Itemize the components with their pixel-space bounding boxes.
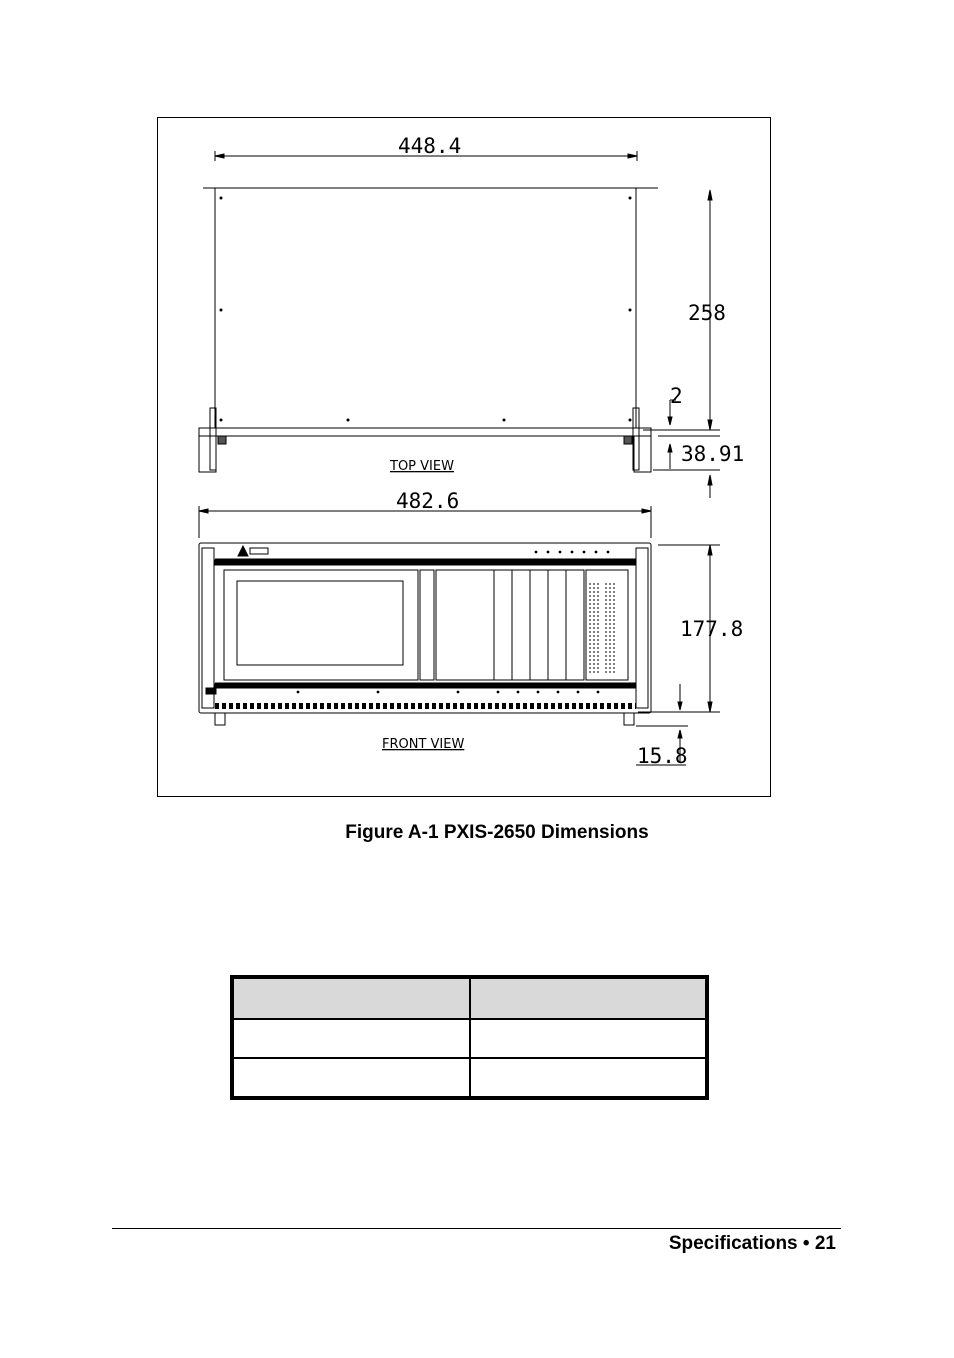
table-cell	[470, 1058, 708, 1098]
table-row	[232, 977, 707, 1019]
page-number: 21	[814, 1233, 836, 1254]
depth-label: 258	[688, 301, 726, 325]
spec-table	[230, 975, 709, 1100]
footer-separator: •	[802, 1233, 810, 1254]
top-width-label: 448.4	[398, 134, 462, 158]
dimension-drawing	[158, 118, 772, 798]
table-cell	[232, 1058, 470, 1098]
top-view-label: TOP VIEW	[390, 459, 454, 474]
table-row	[232, 1058, 707, 1098]
front-width-label: 482.6	[396, 489, 460, 513]
table-cell	[232, 977, 470, 1019]
page-footer	[669, 1233, 836, 1255]
figure-caption: Figure A-1 PXIS-2650 Dimensions	[345, 822, 649, 843]
front-display-bezel	[224, 570, 418, 680]
front-view-label: FRONT VIEW	[382, 737, 465, 752]
table-cell	[470, 1019, 708, 1058]
table-cell	[470, 977, 708, 1019]
foot-height-label: 15.8	[637, 744, 688, 768]
footer-section: Specifications	[668, 1233, 798, 1254]
top-view-front-panel	[199, 428, 651, 436]
top-view-body	[215, 188, 636, 428]
dimension-figure	[157, 117, 771, 797]
small-dim-label: 2	[670, 384, 683, 408]
table-row	[232, 1019, 707, 1058]
front-height-label: 177.8	[680, 617, 744, 641]
top-height-label: 38.91	[681, 442, 745, 466]
footer-rule	[112, 1228, 841, 1229]
front-display-screen	[237, 581, 403, 665]
front-controller-module	[586, 570, 628, 680]
table-cell	[232, 1019, 470, 1058]
